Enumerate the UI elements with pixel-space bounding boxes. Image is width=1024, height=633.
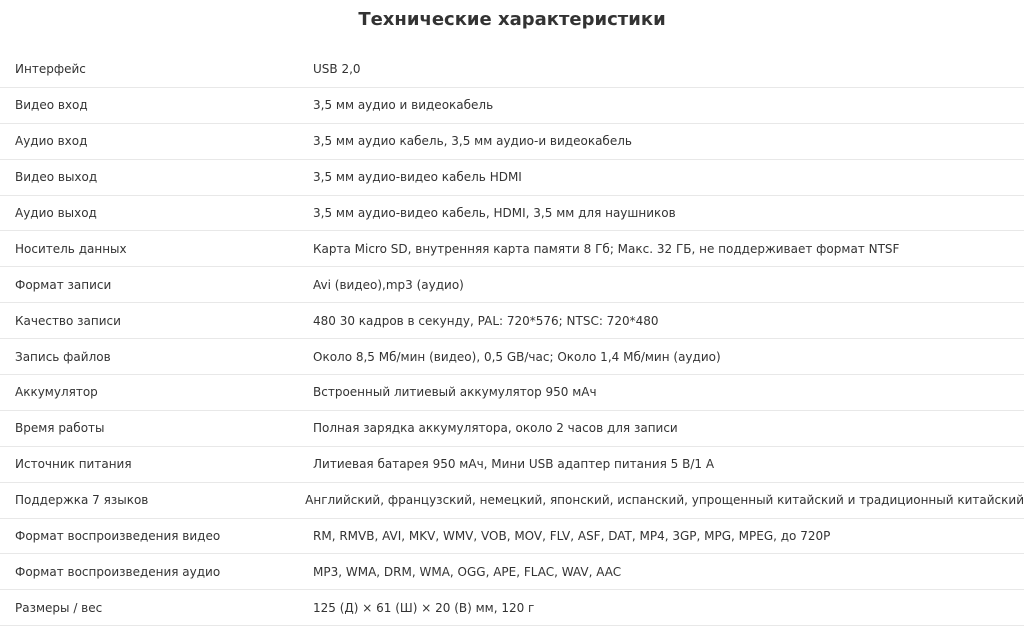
spec-label: Интерфейс bbox=[15, 62, 86, 77]
spec-value: 3,5 мм аудио и видеокабель bbox=[313, 98, 494, 113]
spec-value: 480 30 кадров в секунду, PAL: 720*576; NTSC: 720*480 bbox=[313, 313, 659, 328]
spec-row-runtime bbox=[0, 411, 1024, 447]
spec-label: Источник питания bbox=[15, 457, 132, 472]
spec-label: Аккумулятор bbox=[15, 385, 98, 400]
spec-value: 3,5 мм аудио кабель, 3,5 мм аудио-и видеокабель bbox=[313, 134, 632, 149]
spec-value: 3,5 мм аудио-видео кабель, HDMI, 3,5 мм для наушников bbox=[313, 206, 676, 220]
spec-label: Формат записи bbox=[15, 277, 112, 292]
spec-label: Формат воспроизведения аудио bbox=[15, 564, 221, 579]
spec-label: Время работы bbox=[15, 421, 105, 436]
spec-value: Карта Micro SD, внутренняя карта памяти 8 Гб; Макс. 32 ГБ, не поддерживает формат NTSF bbox=[313, 241, 900, 256]
spec-value: Полная зарядка аккумулятора, около 2 часов для записи bbox=[313, 421, 678, 436]
spec-value: RM, RMVB, AVI, MKV, WMV, VOB, MOV, FLV, ASF, DAT, MP4, 3GP, MPG, MPEG, до 720P bbox=[313, 529, 831, 544]
spec-value: USB 2,0 bbox=[313, 62, 361, 77]
spec-label: Аудио вход bbox=[15, 134, 88, 149]
spec-row-record-quality bbox=[0, 303, 1024, 339]
spec-label: Аудио выход bbox=[15, 206, 97, 220]
spec-label: Носитель данных bbox=[15, 241, 127, 256]
spec-row-video-in bbox=[0, 88, 1024, 124]
spec-value: Литиевая батарея 950 мАч, Мини USB адаптер питания 5 В/1 А bbox=[313, 457, 715, 472]
spec-value: MP3, WMA, DRM, WMA, OGG, APE, FLAC, WAV, AAC bbox=[313, 564, 622, 579]
spec-row-battery bbox=[0, 375, 1024, 411]
spec-row-file-recording bbox=[0, 339, 1024, 375]
spec-value: Английский, французский, немецкий, японский, испанский, упрощенный китайский и традиционный китайский bbox=[305, 493, 1024, 508]
spec-table bbox=[0, 52, 1024, 626]
spec-value: 125 (Д) × 61 (Ш) × 20 (В) мм, 120 г bbox=[313, 600, 535, 615]
spec-row-languages bbox=[0, 483, 1024, 519]
spec-row-record-format bbox=[0, 267, 1024, 303]
spec-row-storage bbox=[0, 231, 1024, 267]
spec-row-power-source bbox=[0, 447, 1024, 483]
spec-value: 3,5 мм аудио-видео кабель HDMI bbox=[313, 170, 522, 185]
spec-row-audio-in bbox=[0, 124, 1024, 160]
spec-value: Встроенный литиевый аккумулятор 950 мАч bbox=[313, 385, 597, 400]
spec-row-video-playback bbox=[0, 519, 1024, 555]
spec-value: Avi (видео),mp3 (аудио) bbox=[313, 277, 464, 292]
spec-row-dimensions bbox=[0, 590, 1024, 626]
spec-row-audio-playback bbox=[0, 554, 1024, 590]
spec-label: Качество записи bbox=[15, 313, 121, 328]
spec-value: Около 8,5 Мб/мин (видео), 0,5 GB/час; Около 1,4 Мб/мин (аудио) bbox=[313, 349, 721, 364]
page-title: Технические характеристики bbox=[358, 9, 666, 30]
spec-label: Поддержка 7 языков bbox=[15, 493, 149, 508]
spec-label: Видео вход bbox=[15, 98, 88, 113]
spec-row-interface bbox=[0, 52, 1024, 88]
spec-label: Видео выход bbox=[15, 170, 98, 185]
spec-label: Формат воспроизведения видео bbox=[15, 529, 221, 544]
spec-row-video-out bbox=[0, 160, 1024, 196]
spec-label: Запись файлов bbox=[15, 349, 111, 364]
spec-row-audio-out bbox=[0, 196, 1024, 232]
spec-label: Размеры / вес bbox=[15, 600, 103, 615]
